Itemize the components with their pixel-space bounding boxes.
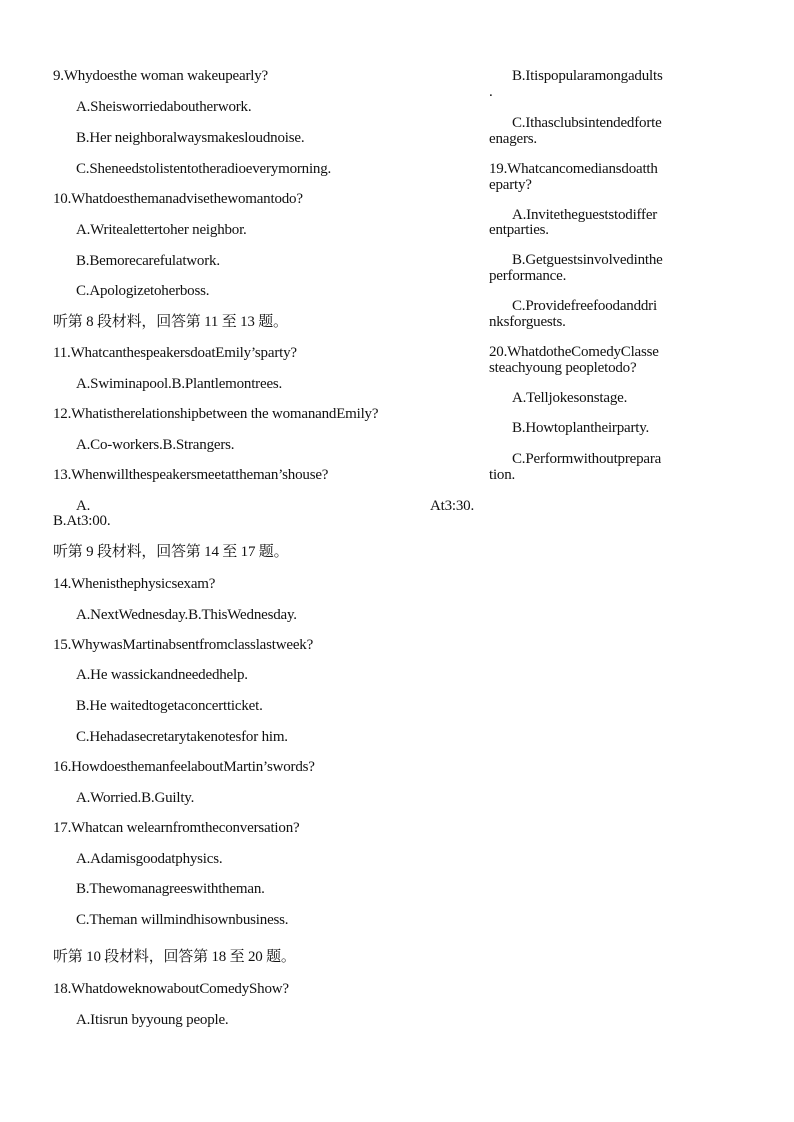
option-18c-cont: enagers. bbox=[489, 131, 537, 147]
question-19-cont: eparty? bbox=[489, 177, 532, 193]
question-9: 9.Whydoesthe woman wakeupearly? bbox=[53, 68, 268, 84]
question-16: 16.HowdoesthemanfeelaboutMartin’swords? bbox=[53, 759, 315, 775]
option-19a-cont: entparties. bbox=[489, 222, 549, 238]
option-20c: C.Performwithoutprepara bbox=[512, 451, 662, 467]
option-10c: C.Apologizetoherboss. bbox=[76, 283, 210, 299]
option-15b: B.He waitedtogetaconcertticket. bbox=[76, 698, 263, 714]
question-20-cont: steachyoung peopletodo? bbox=[489, 360, 637, 376]
option-18a: A.Itisrun byyoung people. bbox=[76, 1012, 229, 1028]
option-14ab: A.NextWednesday.B.ThisWednesday. bbox=[76, 607, 297, 623]
section-9-instruction: 听第 9 段材料，回答第 14 至 17 题。 bbox=[53, 544, 289, 560]
option-19c: C.Providefreefoodanddri bbox=[512, 298, 657, 314]
option-16ab: A.Worried.B.Guilty. bbox=[76, 790, 195, 806]
option-11ab: A.Swiminapool.B.Plantlemontrees. bbox=[76, 376, 283, 392]
option-9c: C.Sheneedstolistentotheradioeverymorning. bbox=[76, 161, 332, 177]
option-13a-label: A. bbox=[76, 498, 91, 514]
option-13a-time: At3:30. bbox=[430, 498, 475, 514]
question-10: 10.Whatdoesthemanadvisethewomantodo? bbox=[53, 191, 303, 207]
question-18: 18.WhatdoweknowaboutComedyShow? bbox=[53, 981, 289, 997]
option-19a: A.Invitethegueststodiffer bbox=[512, 207, 658, 223]
option-12ab: A.Co-workers.B.Strangers. bbox=[76, 437, 235, 453]
option-9b: B.Her neighboralwaysmakesloudnoise. bbox=[76, 130, 305, 146]
option-15c: C.Hehadasecretarytakenotesfor him. bbox=[76, 729, 288, 745]
option-9a: A.Sheisworriedaboutherwork. bbox=[76, 99, 252, 115]
option-19b-cont: performance. bbox=[489, 268, 567, 284]
option-15a: A.He wassickandneededhelp. bbox=[76, 667, 248, 683]
question-12: 12.Whatistherelationshipbetween the womanandEmily? bbox=[53, 406, 379, 422]
option-19b: B.Getguestsinvolvedinthe bbox=[512, 252, 663, 268]
section-10-instruction: 听第 10 段材料，回答第 18 至 20 题。 bbox=[53, 949, 296, 965]
option-18b: B.Itispopularamongadults bbox=[512, 68, 663, 84]
option-17b: B.Thewomanagreeswiththeman. bbox=[76, 881, 265, 897]
option-20c-cont: tion. bbox=[489, 467, 516, 483]
question-20: 20.WhatdotheComedyClasse bbox=[489, 344, 659, 360]
option-19c-cont: nksforguests. bbox=[489, 314, 566, 330]
option-10a: A.Writealettertoher neighbor. bbox=[76, 222, 247, 238]
question-13: 13.Whenwillthespeakersmeetattheman’shouse? bbox=[53, 467, 329, 483]
option-10b: B.Bemorecarefulatwork. bbox=[76, 253, 220, 269]
question-14: 14.Whenisthephysicsexam? bbox=[53, 576, 216, 592]
question-19: 19.Whatcancomediansdoatth bbox=[489, 161, 658, 177]
question-11: 11.WhatcanthespeakersdoatEmily’sparty? bbox=[53, 345, 297, 361]
option-17a: A.Adamisgoodatphysics. bbox=[76, 851, 223, 867]
question-17: 17.Whatcan welearnfromtheconversation? bbox=[53, 820, 300, 836]
option-17c: C.Theman willmindhisownbusiness. bbox=[76, 912, 289, 928]
option-18b-cont: . bbox=[489, 84, 493, 100]
option-13b: B.At3:00. bbox=[53, 513, 111, 529]
option-20b: B.Howtoplantheirparty. bbox=[512, 420, 650, 436]
section-8-instruction: 听第 8 段材料，回答第 11 至 13 题。 bbox=[53, 314, 288, 330]
question-15: 15.WhywasMartinabsentfromclasslastweek? bbox=[53, 637, 314, 653]
option-18c: C.Ithasclubsintendedforte bbox=[512, 115, 662, 131]
option-20a: A.Telljokesonstage. bbox=[512, 390, 628, 406]
